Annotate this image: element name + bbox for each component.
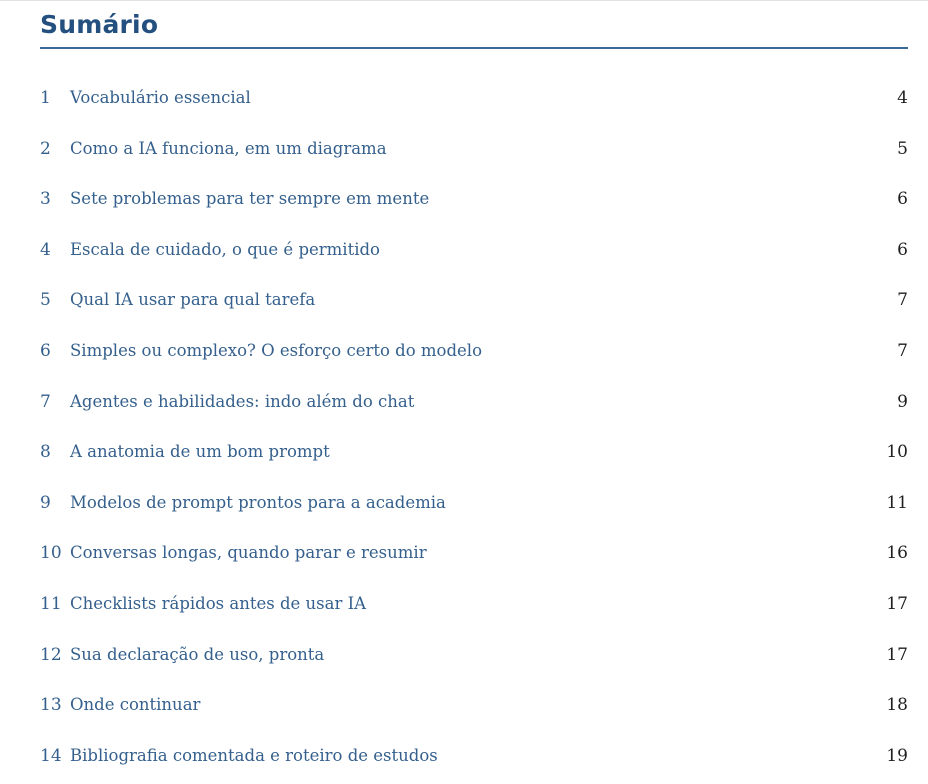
toc-entry-number: 9 [40, 492, 51, 513]
toc-entry-link[interactable]: Conversas longas, quando parar e resumir [70, 543, 427, 563]
toc-entry-page: 11 [886, 492, 908, 513]
toc-entry-page: 6 [897, 189, 908, 210]
toc-entry-number: 10 [40, 543, 62, 564]
toc-entry-page: 16 [886, 543, 908, 564]
toc-entry-4[interactable] [40, 225, 908, 276]
title-divider [40, 47, 908, 49]
toc-entry-page: 10 [886, 442, 908, 463]
toc-entry-7[interactable] [40, 377, 908, 428]
toc-entry-3[interactable] [40, 174, 908, 225]
toc-entry-page: 19 [886, 745, 908, 766]
toc-entry-page: 9 [897, 391, 908, 412]
toc-entry-number: 4 [40, 239, 51, 260]
toc-entry-number: 7 [40, 391, 51, 412]
table-of-contents [40, 73, 908, 781]
toc-entry-link[interactable]: Onde continuar [70, 695, 201, 715]
toc-entry-page: 17 [886, 593, 908, 614]
toc-entry-page: 18 [886, 695, 908, 716]
toc-entry-page: 7 [897, 290, 908, 311]
toc-entry-link[interactable]: Como a IA funciona, em um diagrama [70, 138, 387, 158]
toc-entry-page: 17 [886, 644, 908, 665]
toc-entry-number: 8 [40, 442, 51, 463]
toc-entry-link[interactable]: Sete problemas para ter sempre em mente [70, 189, 430, 209]
toc-entry-number: 13 [40, 695, 62, 716]
toc-entry-1[interactable] [40, 73, 908, 124]
toc-entry-number: 14 [40, 745, 62, 766]
toc-entry-number: 6 [40, 340, 51, 361]
toc-entry-9[interactable] [40, 478, 908, 529]
toc-entry-number: 3 [40, 189, 51, 210]
toc-entry-link[interactable]: Vocabulário essencial [70, 88, 251, 107]
toc-entry-link[interactable]: Escala de cuidado, o que é permitido [70, 239, 380, 259]
toc-entry-page: 5 [897, 138, 908, 159]
toc-entry-number: 11 [40, 593, 62, 614]
toc-entry-11[interactable] [40, 579, 908, 630]
toc-entry-12[interactable] [40, 630, 908, 681]
toc-entry-link[interactable]: Simples ou complexo? O esforço certo do modelo [70, 340, 483, 360]
toc-entry-link[interactable]: A anatomia de um bom prompt [70, 442, 330, 462]
toc-entry-link[interactable]: Sua declaração de uso, pronta [70, 644, 325, 664]
toc-entry-8[interactable] [40, 427, 908, 478]
toc-entry-link[interactable]: Bibliografia comentada e roteiro de estudos [70, 745, 438, 765]
toc-entry-6[interactable] [40, 326, 908, 377]
toc-entry-link[interactable]: Qual IA usar para qual tarefa [70, 290, 316, 310]
toc-entry-number: 12 [40, 644, 62, 665]
toc-entry-page: 4 [897, 88, 908, 108]
toc-entry-5[interactable] [40, 275, 908, 326]
toc-entry-number: 2 [40, 138, 51, 159]
toc-entry-link[interactable]: Modelos de prompt prontos para a academia [70, 492, 446, 512]
toc-entry-2[interactable] [40, 124, 908, 175]
toc-entry-link[interactable]: Agentes e habilidades: indo além do chat [70, 391, 415, 411]
toc-entry-14[interactable] [40, 731, 908, 782]
toc-entry-13[interactable] [40, 680, 908, 731]
toc-entry-10[interactable] [40, 528, 908, 579]
toc-entry-number: 1 [40, 88, 51, 108]
toc-entry-page: 6 [897, 239, 908, 260]
toc-entry-page: 7 [897, 340, 908, 361]
toc-entry-number: 5 [40, 290, 51, 311]
page-title: Sumário [40, 10, 159, 39]
toc-entry-link[interactable]: Checklists rápidos antes de usar IA [70, 593, 367, 613]
